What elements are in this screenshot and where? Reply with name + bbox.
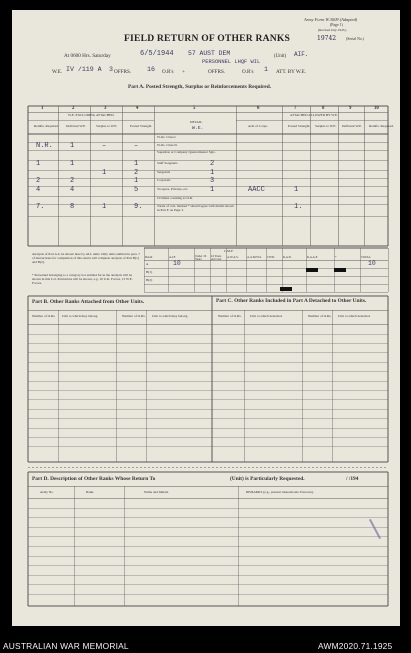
- hdr-reinf: Reinfts. Required.: [34, 124, 59, 128]
- date-value: 6/5/1944: [140, 50, 174, 58]
- we-value: IV /119 A: [66, 66, 102, 73]
- analysis-header: A.A.M.W.S.: [247, 255, 262, 259]
- credit-left: AUSTRALIAN WAR MEMORIAL: [3, 641, 129, 651]
- credit-bar: [0, 639, 411, 653]
- part-d-col4: REMARKS (e.g., present whereabouts if known).: [246, 490, 314, 494]
- analysis-aif-value: 10: [173, 260, 181, 267]
- column-number: 2: [72, 106, 75, 111]
- row-detail: Corporals: [157, 178, 171, 182]
- analysis-header: A.W.A.S.: [227, 255, 239, 259]
- part-d-year: / /194: [346, 476, 359, 482]
- row-value: 1: [294, 186, 299, 194]
- analysis-header: *: [335, 255, 337, 259]
- hdr-arm: Arm of Corps.: [248, 124, 268, 128]
- part-d-col1: Army No: [40, 490, 53, 494]
- unit-suffix: AIF.: [294, 51, 309, 58]
- form-revised: (Revised July-1943.): [318, 28, 347, 32]
- row-detail: W.Os. Class I.: [157, 135, 177, 139]
- part-d-col3: Name and Initials.: [144, 490, 169, 494]
- cmf-label: C.M.F.: [224, 249, 234, 253]
- analysis-header: Detail: [145, 255, 153, 259]
- part-b-title: Part B. Other Ranks Attached from Other Units.: [32, 299, 145, 305]
- row-value: 1: [36, 160, 41, 168]
- analysis-row-label: B(2): [146, 278, 153, 282]
- ors2-value: 1: [264, 66, 268, 73]
- row-value: AACC: [248, 186, 265, 194]
- row-value: 8: [70, 203, 75, 211]
- row-value: 2: [134, 169, 139, 177]
- att-label: ATT. BY W.E.: [276, 69, 307, 75]
- part-b-col1: Number of O.Rs.: [32, 314, 56, 318]
- page-title: FIELD RETURN OF OTHER RANKS: [124, 33, 291, 44]
- we-excluding-label: W.E. EXCLUDING ATTACHED.: [68, 113, 115, 117]
- row-value: 1: [70, 142, 75, 150]
- column-number: 6: [257, 106, 260, 111]
- offrs-value: 3: [109, 66, 113, 73]
- column-number: 8: [322, 106, 325, 111]
- row-value: 1: [134, 160, 139, 168]
- hdr-deficient: Deficient W.E.: [66, 124, 87, 128]
- analysis-note-2: * Personnel belonging to a category not entitled for in the analysis will be shown in this Col. Particulars will be shown, e.g. 10 U.K. Forces, 15 W.E. Forces.: [32, 273, 133, 286]
- row-value: 4: [70, 186, 75, 194]
- offrs2-label: OFFRS.: [208, 69, 226, 75]
- part-d-col2: Rank.: [86, 490, 95, 494]
- column-number: 10: [374, 106, 379, 111]
- unit-label: (Unit): [274, 54, 287, 59]
- part-d-title: Part D. Description of Other Ranks Whose Return To: [32, 476, 156, 482]
- part-c-col4: Unit to which detached.: [338, 314, 371, 318]
- unit-value: 57 AUST DEM: [188, 50, 231, 57]
- analysis-row-label: B(1): [146, 270, 153, 274]
- part-b-col4: Unit to which they belong: [152, 314, 188, 318]
- row-value: 1: [134, 177, 139, 185]
- offrs-label: OFFRS.: [114, 69, 132, 75]
- part-b-col3: Number of O.Rs.: [122, 314, 146, 318]
- row-value: 2: [36, 177, 41, 185]
- part-c-col1: Number of O.Rs.: [218, 314, 242, 318]
- row-value: 9.: [134, 203, 143, 211]
- row-detail: Civilians counting as O.R.: [157, 196, 193, 200]
- analysis-note: Analysis of Part A to be shown here by ALL units. Only units entitled in para. 7 of instructions for completion of this return will complete analysis of Part B(1) and B(2).: [32, 252, 140, 265]
- redacted-mark: [334, 268, 346, 272]
- part-d-unit-note: (Unit) is Particularly Requested.: [230, 476, 305, 482]
- part-c-col3: Number of O.Rs.: [308, 314, 332, 318]
- analysis-header: R.A.A.F.: [307, 255, 318, 259]
- row-detail: Squadron or Company Quartermaster Sgts.: [157, 150, 216, 154]
- ors-label: O.R's: [162, 69, 174, 75]
- row-detail: Totals of cols. marked * should agree with details shown in Part E on Page 3.: [157, 204, 234, 212]
- analysis-header: Under 16 Years: [195, 254, 207, 262]
- row-value: N.R.: [36, 142, 53, 150]
- column-number: 4: [136, 106, 139, 111]
- hdr-reinf2: Reinfts. Required.: [369, 124, 394, 128]
- column-number: 5: [193, 106, 196, 111]
- we-label: W.E.: [52, 69, 63, 75]
- part-c-col2: Unit to which detached.: [250, 314, 283, 318]
- hdr-detail: DETAIL.: [190, 120, 203, 124]
- row-value: 1: [70, 160, 75, 168]
- hdr-surplus2: Surplus to W.E.: [315, 124, 337, 128]
- part-a-title: Part A. Posted Strength, Surplus or Reinforcements Required.: [128, 84, 272, 90]
- column-number: 3: [104, 106, 107, 111]
- redacted-mark: [306, 268, 318, 272]
- row-value: 1: [210, 186, 215, 194]
- analysis-header: TOTAL.: [361, 255, 372, 259]
- analysis-header: 16 Years and over: [211, 254, 222, 262]
- column-number: 1: [41, 106, 44, 111]
- row-value: 1: [102, 169, 107, 177]
- form-id: Army Form W.3009 (Adapted): [304, 17, 358, 22]
- row-detail: W.Os. Class II.: [157, 143, 178, 147]
- analysis-header: R.A.N.: [283, 255, 292, 259]
- part-b-col2: Unit to which they belong: [62, 314, 98, 318]
- row-value: 1.: [294, 203, 303, 211]
- ors2-label: O.R's: [242, 69, 254, 75]
- redacted-mark: [280, 287, 292, 291]
- analysis-total-value: 10: [368, 260, 376, 267]
- attached-allowed-label: ATTACHED ALLOWED BY W.E.: [290, 113, 338, 117]
- hdr-surplus: Surplus to W.E.: [96, 124, 118, 128]
- row-value: 5: [134, 186, 139, 194]
- row-detail: Staff Sergeants: [157, 161, 178, 165]
- plus-sign: +: [182, 69, 185, 75]
- hdr-posted2: Posted Strength.: [288, 124, 311, 128]
- row-detail: Troopers, Privates, etc.: [157, 187, 189, 191]
- row-value: 3: [210, 177, 215, 185]
- row-value: 2: [70, 177, 75, 185]
- part-c-title-text: Part C. Other Ranks Included in Part A Detached to Other Units.: [216, 298, 367, 304]
- analysis-header: CIVIL: [267, 255, 275, 259]
- row-value: 7.: [36, 203, 45, 211]
- row-value: –: [102, 142, 107, 150]
- serial-value: 19742: [317, 35, 337, 42]
- analysis-header: A.I.F.: [169, 255, 176, 259]
- form-page: (Page 1): [330, 23, 343, 27]
- form-sheet: [12, 10, 400, 626]
- row-value: 2: [210, 160, 215, 168]
- part-c-title: [216, 298, 396, 305]
- row-value: 1: [102, 203, 107, 211]
- hdr-posted: Posted Strength: [130, 124, 152, 128]
- serial-label: (Serial No.): [346, 37, 364, 41]
- hdr-detail-value: W.E.: [192, 126, 204, 131]
- row-value: 4: [36, 186, 41, 194]
- row-value: –: [134, 142, 139, 150]
- at-line: At 0600 Hrs. Saturday: [64, 53, 111, 59]
- analysis-row-label: A: [146, 262, 149, 266]
- row-value: 1: [210, 169, 215, 177]
- credit-right: AWM2020.71.1925: [318, 641, 393, 651]
- unit-value-2: PERSONNEL LHQF WIL: [202, 59, 261, 65]
- hdr-deficient2: Deficient W.E.: [342, 124, 363, 128]
- row-detail: Sergeants: [157, 170, 171, 174]
- ors-value: 16: [147, 66, 155, 73]
- column-number: 9: [349, 106, 352, 111]
- column-number: 7: [294, 106, 297, 111]
